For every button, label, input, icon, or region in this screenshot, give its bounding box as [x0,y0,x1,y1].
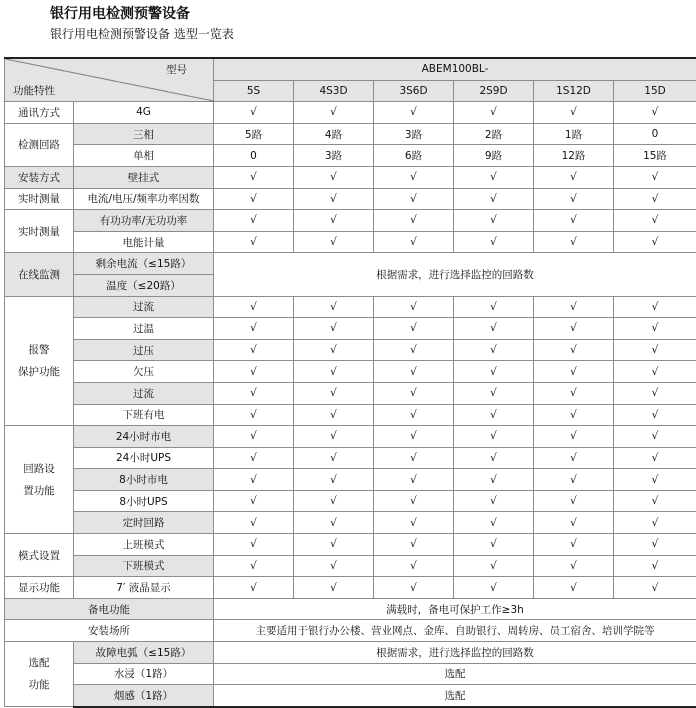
selection-table [4,57,696,708]
check-mark: √ [294,512,374,534]
check-mark: √ [214,577,294,599]
check-mark: √ [614,102,696,124]
header-row [5,58,696,80]
model-name: 5S [214,80,294,102]
feature-label: 三相 [74,123,214,145]
table-row [5,102,696,124]
feature-label: 定时回路 [74,512,214,534]
check-mark: √ [534,404,614,426]
check-mark: √ [214,447,294,469]
check-mark: √ [534,188,614,210]
check-mark: √ [534,296,614,318]
cell-value: 0 [214,145,294,167]
check-mark: √ [374,447,454,469]
feature-label: 过流 [74,382,214,404]
merged-note: 主要适用于银行办公楼、营业网点、金库、自助银行、周转房、员工宿舍、培训学院等 [214,620,696,642]
group-label: 通讯方式 [5,102,74,124]
check-mark: √ [454,426,534,448]
check-mark: √ [614,166,696,188]
check-mark: √ [294,534,374,556]
group-label [5,426,74,534]
check-mark: √ [374,318,454,340]
table-row [5,382,696,404]
group-label [5,296,74,426]
cell-value: 4路 [294,123,374,145]
group-label-line: 置功能 [23,485,55,497]
cell-value: 0 [614,123,696,145]
table-row [5,231,696,253]
group-label: 实时测量 [5,188,74,210]
check-mark: √ [534,534,614,556]
check-mark: √ [614,188,696,210]
check-mark: √ [214,469,294,491]
feature-label: 电能计量 [74,231,214,253]
check-mark: √ [534,210,614,232]
check-mark: √ [374,361,454,383]
check-mark: √ [214,555,294,577]
feature-label: 8小时UPS [74,490,214,512]
table-row [5,577,696,599]
check-mark: √ [214,512,294,534]
check-mark: √ [454,404,534,426]
check-mark: √ [614,404,696,426]
check-mark: √ [454,296,534,318]
feature-label: 水浸（1路） [74,663,214,685]
check-mark: √ [454,210,534,232]
check-mark: √ [374,339,454,361]
check-mark: √ [534,447,614,469]
check-mark: √ [374,188,454,210]
check-mark: √ [294,426,374,448]
check-mark: √ [534,102,614,124]
feature-label: 过温 [74,318,214,340]
merged-note: 选配 [214,663,696,685]
check-mark: √ [534,318,614,340]
check-mark: √ [454,490,534,512]
check-mark: √ [214,361,294,383]
check-mark: √ [534,469,614,491]
check-mark: √ [374,512,454,534]
check-mark: √ [454,231,534,253]
cell-value: 12路 [534,145,614,167]
check-mark: √ [614,339,696,361]
check-mark: √ [614,210,696,232]
check-mark: √ [614,231,696,253]
cell-value: 9路 [454,145,534,167]
group-label: 显示功能 [5,577,74,599]
series-name: ABEM100BL- [214,58,696,80]
check-mark: √ [214,296,294,318]
check-mark: √ [374,534,454,556]
check-mark: √ [454,361,534,383]
check-mark: √ [534,426,614,448]
table-row [5,145,696,167]
check-mark: √ [214,339,294,361]
check-mark: √ [214,231,294,253]
check-mark: √ [374,426,454,448]
check-mark: √ [374,404,454,426]
check-mark: √ [454,188,534,210]
feature-label: 下班有电 [74,404,214,426]
group-label: 实时测量 [5,210,74,253]
check-mark: √ [534,382,614,404]
feature-label: 下班模式 [74,555,214,577]
table-row [5,490,696,512]
check-mark: √ [214,404,294,426]
model-name: 15D [614,80,696,102]
table-row [5,598,696,620]
check-mark: √ [534,555,614,577]
table-row [5,663,696,685]
cell-value: 15路 [614,145,696,167]
check-mark: √ [294,318,374,340]
group-label: 安装方式 [5,166,74,188]
check-mark: √ [614,469,696,491]
check-mark: √ [454,512,534,534]
cell-value: 3路 [374,123,454,145]
check-mark: √ [614,382,696,404]
check-mark: √ [294,188,374,210]
check-mark: √ [374,490,454,512]
check-mark: √ [614,361,696,383]
table-row [5,361,696,383]
check-mark: √ [534,231,614,253]
group-label: 安装场所 [5,620,214,642]
merged-note: 根据需求，进行选择监控的回路数 [214,642,696,664]
check-mark: √ [374,210,454,232]
merged-note: 选配 [214,685,696,707]
table-row [5,642,696,664]
model-name: 2S9D [454,80,534,102]
model-name: 3S6D [374,80,454,102]
check-mark: √ [454,577,534,599]
check-mark: √ [294,210,374,232]
table-row [5,318,696,340]
check-mark: √ [454,469,534,491]
feature-label: 7′ 液晶显示 [74,577,214,599]
feature-label: 24小时UPS [74,447,214,469]
table-row [5,123,696,145]
feature-label: 壁挂式 [74,166,214,188]
table-row [5,253,696,275]
check-mark: √ [454,166,534,188]
table-row [5,555,696,577]
check-mark: √ [534,490,614,512]
table-subtitle: 银行用电检测预警设备 选型一览表 [50,25,234,42]
check-mark: √ [614,534,696,556]
table-row [5,188,696,210]
feature-label: 过压 [74,339,214,361]
model-name: 4S3D [294,80,374,102]
table-row [5,620,696,642]
page-title: 银行用电检测预警设备 [50,3,190,23]
merged-note: 满载时，备电可保护工作≥3h [214,598,696,620]
table-row [5,296,696,318]
table-row [5,512,696,534]
check-mark: √ [374,577,454,599]
feature-label: 8小时市电 [74,469,214,491]
feature-label: 故障电弧（≤15路） [74,642,214,664]
feature-label: 功能特性 [13,83,55,98]
group-label-line: 功能 [29,679,50,691]
check-mark: √ [214,426,294,448]
check-mark: √ [294,555,374,577]
check-mark: √ [214,102,294,124]
check-mark: √ [534,361,614,383]
check-mark: √ [454,382,534,404]
check-mark: √ [214,382,294,404]
check-mark: √ [214,210,294,232]
feature-label: 过流 [74,296,214,318]
feature-label: 上班模式 [74,534,214,556]
check-mark: √ [454,102,534,124]
feature-label: 温度（≤20路） [74,274,214,296]
check-mark: √ [454,555,534,577]
check-mark: √ [294,469,374,491]
cell-value: 3路 [294,145,374,167]
header-diagonal-cell [5,58,214,102]
check-mark: √ [614,296,696,318]
check-mark: √ [374,166,454,188]
check-mark: √ [374,555,454,577]
table-row [5,426,696,448]
feature-label: 有功功率/无功功率 [74,210,214,232]
table-row [5,685,696,707]
cell-value: 5路 [214,123,294,145]
feature-label: 烟感（1路） [74,685,214,707]
check-mark: √ [374,102,454,124]
feature-label: 电流/电压/频率功率因数 [74,188,214,210]
feature-label: 4G [74,102,214,124]
check-mark: √ [214,166,294,188]
check-mark: √ [454,339,534,361]
table-row [5,534,696,556]
check-mark: √ [454,318,534,340]
cell-value: 1路 [534,123,614,145]
check-mark: √ [614,318,696,340]
check-mark: √ [534,577,614,599]
group-label-line: 选配 [29,657,50,669]
group-label-line: 回路设 [23,463,55,475]
check-mark: √ [534,166,614,188]
check-mark: √ [294,490,374,512]
check-mark: √ [614,577,696,599]
group-label-line: 保护功能 [18,366,60,378]
group-label: 备电功能 [5,598,214,620]
group-label: 在线监测 [5,253,74,296]
check-mark: √ [294,361,374,383]
check-mark: √ [214,318,294,340]
cell-value: 6路 [374,145,454,167]
feature-label: 单相 [74,145,214,167]
table-row [5,339,696,361]
check-mark: √ [614,426,696,448]
check-mark: √ [614,555,696,577]
check-mark: √ [614,512,696,534]
check-mark: √ [294,577,374,599]
check-mark: √ [614,447,696,469]
cell-value: 2路 [454,123,534,145]
feature-label: 24小时市电 [74,426,214,448]
check-mark: √ [214,490,294,512]
check-mark: √ [614,490,696,512]
check-mark: √ [294,382,374,404]
check-mark: √ [294,404,374,426]
check-mark: √ [374,469,454,491]
group-label: 检测回路 [5,123,74,166]
check-mark: √ [294,166,374,188]
table-row [5,166,696,188]
feature-label: 剩余电流（≤15路） [74,253,214,275]
table-row [5,404,696,426]
check-mark: √ [294,231,374,253]
model-name: 1S12D [534,80,614,102]
table-row [5,447,696,469]
merged-note: 根据需求，进行选择监控的回路数 [214,253,696,296]
check-mark: √ [374,231,454,253]
check-mark: √ [374,382,454,404]
group-label: 模式设置 [5,534,74,577]
group-label [5,642,74,707]
feature-label: 欠压 [74,361,214,383]
model-label: 型号 [166,62,187,77]
check-mark: √ [454,447,534,469]
check-mark: √ [534,512,614,534]
table-row [5,469,696,491]
check-mark: √ [214,188,294,210]
group-label-line: 报警 [29,344,50,356]
check-mark: √ [454,534,534,556]
check-mark: √ [374,296,454,318]
check-mark: √ [214,534,294,556]
check-mark: √ [294,339,374,361]
check-mark: √ [294,447,374,469]
check-mark: √ [294,296,374,318]
check-mark: √ [534,339,614,361]
check-mark: √ [294,102,374,124]
table-row [5,210,696,232]
